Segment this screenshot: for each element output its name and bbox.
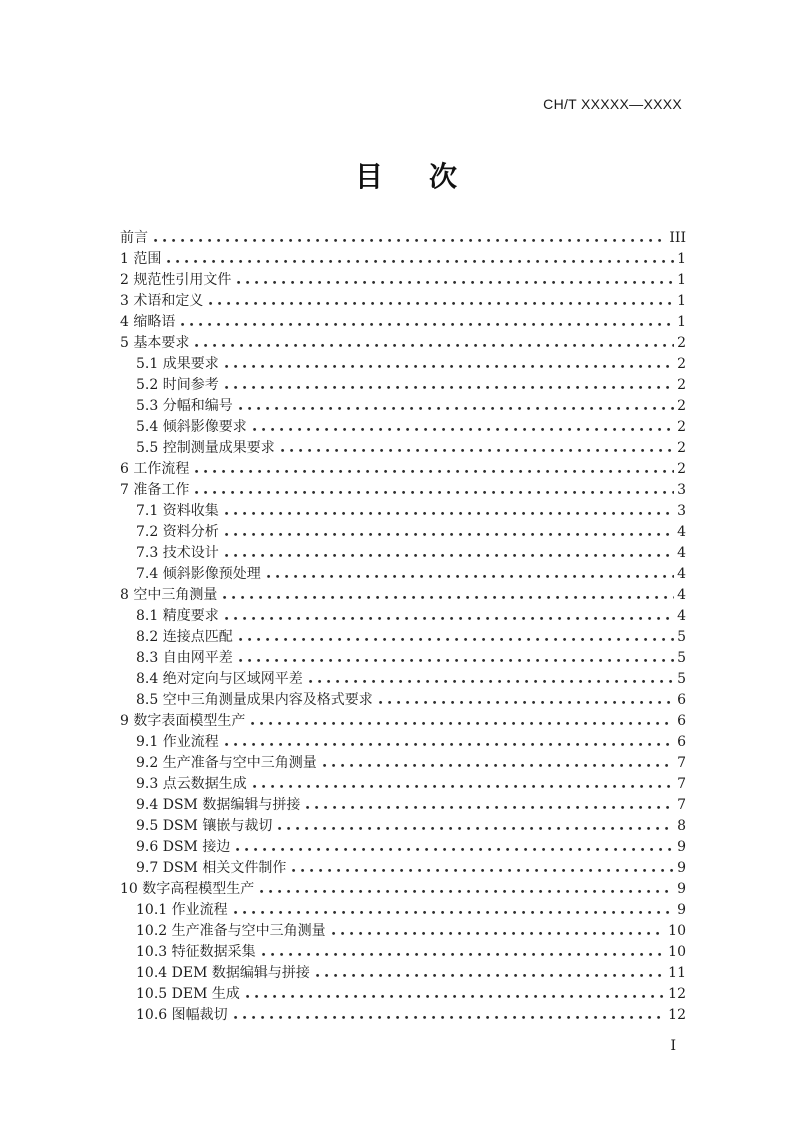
toc-entry-page: 4 (677, 545, 686, 561)
toc-entry-label: 10.4 DEM 数据编辑与拼接 (136, 965, 310, 981)
dot-leader (316, 973, 665, 977)
footer-page-number: I (670, 1038, 676, 1054)
toc-entry (120, 374, 686, 395)
page-title-char-1: 目 (354, 160, 383, 193)
toc-entry (120, 332, 686, 353)
dot-leader (239, 637, 674, 641)
toc-entry (120, 731, 686, 752)
toc-entry (120, 962, 686, 983)
toc-entry-page: 12 (668, 986, 686, 1002)
toc-entry-page: 2 (677, 377, 686, 393)
toc-entry (120, 983, 686, 1004)
dot-leader (237, 280, 674, 284)
toc-entry (120, 668, 686, 689)
toc-entry (120, 395, 686, 416)
toc-entry (120, 941, 686, 962)
toc-entry (120, 248, 686, 269)
toc-entry-label: 10.2 生产准备与空中三角测量 (136, 923, 326, 939)
dot-leader (167, 259, 674, 263)
dot-leader (225, 742, 674, 746)
toc-entry (120, 626, 686, 647)
toc-entry (120, 563, 686, 584)
dot-leader (267, 574, 674, 578)
toc-entry (120, 542, 686, 563)
dot-leader (195, 469, 674, 473)
dot-leader (379, 700, 674, 704)
toc-entry-label: 前言 (120, 230, 148, 246)
toc-entry-page: 7 (677, 776, 686, 792)
toc-entry (120, 899, 686, 920)
toc-entry-label: 10.5 DEM 生成 (136, 986, 240, 1002)
dot-leader (292, 868, 674, 872)
toc-entry (120, 605, 686, 626)
toc-entry (120, 1004, 686, 1025)
toc-entry-page: 10 (668, 944, 686, 960)
toc-entry-label: 9 数字表面模型生产 (120, 713, 246, 729)
toc-entry (120, 878, 686, 899)
toc-entry (120, 647, 686, 668)
toc-entry-label: 3 术语和定义 (120, 293, 204, 309)
toc-entry (120, 227, 686, 248)
toc-entry-page: 12 (668, 1007, 686, 1023)
dot-leader (225, 364, 674, 368)
toc-entry (120, 920, 686, 941)
toc-entry (120, 500, 686, 521)
toc-entry-label: 6 工作流程 (120, 461, 190, 477)
toc-entry-label: 8.5 空中三角测量成果内容及格式要求 (136, 692, 373, 708)
toc-entry (120, 815, 686, 836)
toc-entry-page: 9 (677, 839, 686, 855)
toc-entry-page: 3 (677, 503, 686, 519)
toc-entry-label: 8.3 自由网平差 (136, 650, 233, 666)
toc-entry-page: 7 (677, 755, 686, 771)
toc-entry-page: 6 (677, 692, 686, 708)
toc-entry-label: 5.3 分幅和编号 (136, 398, 233, 414)
toc-entry-page: 3 (677, 482, 686, 498)
toc-entry-page: 9 (677, 902, 686, 918)
toc-entry (120, 479, 686, 500)
standard-number: CH/T XXXXX—XXXX (543, 96, 682, 112)
toc-entry-label: 10 数字高程模型生产 (120, 881, 255, 897)
dot-leader (281, 448, 674, 452)
dot-leader (251, 721, 674, 725)
dot-leader (278, 826, 674, 830)
dot-leader (260, 889, 674, 893)
toc-entry (120, 584, 686, 605)
toc-entry-label: 10.6 图幅裁切 (136, 1007, 228, 1023)
toc-entry-label: 10.3 特征数据采集 (136, 944, 256, 960)
toc-entry-page: 5 (677, 671, 686, 687)
toc-entry-label: 5.5 控制测量成果要求 (136, 440, 275, 456)
toc-entry-page: 1 (677, 293, 686, 309)
dot-leader (239, 658, 674, 662)
dot-leader (309, 679, 674, 683)
toc-entry-page: 1 (677, 251, 686, 267)
page-title (6, 155, 800, 195)
toc-entry (120, 458, 686, 479)
toc-entry (120, 416, 686, 437)
toc-entry-label: 4 缩略语 (120, 314, 176, 330)
toc-entry (120, 836, 686, 857)
dot-leader (225, 616, 674, 620)
toc-entry-page: 10 (668, 923, 686, 939)
toc-entry-page: 5 (677, 629, 686, 645)
toc-entry-page: 1 (677, 272, 686, 288)
dot-leader (223, 595, 674, 599)
dot-leader (236, 847, 674, 851)
toc-entry-label: 7 准备工作 (120, 482, 190, 498)
toc-entry-page: 1 (677, 314, 686, 330)
toc-entry-label: 8 空中三角测量 (120, 587, 218, 603)
toc-entry-page: 6 (677, 713, 686, 729)
toc-entry-page: 2 (677, 461, 686, 477)
toc-entry (120, 773, 686, 794)
toc-entry-label: 5.1 成果要求 (136, 356, 219, 372)
toc-entry (120, 752, 686, 773)
toc-entry-page: 2 (677, 419, 686, 435)
toc-entry-label: 9.6 DSM 接边 (136, 839, 231, 855)
dot-leader (181, 322, 674, 326)
toc-entry-label: 9.2 生产准备与空中三角测量 (136, 755, 317, 771)
toc-entry-label: 5.2 时间参考 (136, 377, 219, 393)
toc-entry-page: 2 (677, 398, 686, 414)
toc-entry (120, 710, 686, 731)
dot-leader (195, 343, 674, 347)
toc-entry-page: 5 (677, 650, 686, 666)
toc-entry-page: 4 (677, 566, 686, 582)
dot-leader (246, 994, 665, 998)
toc-entry-page: 9 (677, 860, 686, 876)
dot-leader (234, 1015, 666, 1019)
toc-entry (120, 521, 686, 542)
toc-entry (120, 437, 686, 458)
dot-leader (332, 931, 666, 935)
toc-entry-label: 1 范围 (120, 251, 162, 267)
dot-leader (262, 952, 666, 956)
toc-entry-label: 8.1 精度要求 (136, 608, 219, 624)
toc-entry-label: 9.1 作业流程 (136, 734, 219, 750)
dot-leader (195, 490, 674, 494)
toc-entry-page: 4 (677, 524, 686, 540)
toc-entry (120, 794, 686, 815)
toc-entry-page: 4 (677, 608, 686, 624)
toc-entry (120, 689, 686, 710)
dot-leader (154, 238, 666, 242)
toc-entry-label: 7.2 资料分析 (136, 524, 219, 540)
table-of-contents (120, 227, 686, 1025)
toc-entry (120, 353, 686, 374)
dot-leader (323, 763, 674, 767)
toc-entry-page: 4 (677, 587, 686, 603)
dot-leader (253, 427, 674, 431)
toc-entry-page: III (669, 230, 686, 246)
toc-entry-label: 2 规范性引用文件 (120, 272, 232, 288)
dot-leader (225, 553, 674, 557)
toc-entry-label: 10.1 作业流程 (136, 902, 228, 918)
toc-entry (120, 269, 686, 290)
dot-leader (239, 406, 674, 410)
dot-leader (225, 385, 674, 389)
toc-entry-label: 8.4 绝对定向与区域网平差 (136, 671, 303, 687)
toc-entry (120, 290, 686, 311)
dot-leader (234, 910, 674, 914)
dot-leader (253, 784, 674, 788)
toc-entry-label: 5.4 倾斜影像要求 (136, 419, 247, 435)
dot-leader (225, 532, 674, 536)
toc-entry-label: 7.1 资料收集 (136, 503, 219, 519)
toc-entry-label: 9.3 点云数据生成 (136, 776, 247, 792)
dot-leader (225, 511, 674, 515)
page-title-char-2: 次 (429, 160, 458, 193)
toc-entry-label: 9.5 DSM 镶嵌与裁切 (136, 818, 273, 834)
toc-entry-page: 2 (677, 356, 686, 372)
toc-entry-page: 8 (677, 818, 686, 834)
toc-entry-page: 6 (677, 734, 686, 750)
toc-entry-label: 9.4 DSM 数据编辑与拼接 (136, 797, 301, 813)
toc-entry-page: 7 (677, 797, 686, 813)
toc-entry-page: 2 (677, 335, 686, 351)
toc-entry (120, 311, 686, 332)
toc-entry-page: 9 (677, 881, 686, 897)
dot-leader (306, 805, 674, 809)
toc-entry (120, 857, 686, 878)
toc-entry-page: 2 (677, 440, 686, 456)
toc-entry-label: 7.4 倾斜影像预处理 (136, 566, 261, 582)
toc-entry-page: 11 (668, 965, 686, 981)
dot-leader (209, 301, 674, 305)
toc-entry-label: 5 基本要求 (120, 335, 190, 351)
toc-entry-label: 8.2 连接点匹配 (136, 629, 233, 645)
toc-entry-label: 9.7 DSM 相关文件制作 (136, 860, 287, 876)
toc-entry-label: 7.3 技术设计 (136, 545, 219, 561)
